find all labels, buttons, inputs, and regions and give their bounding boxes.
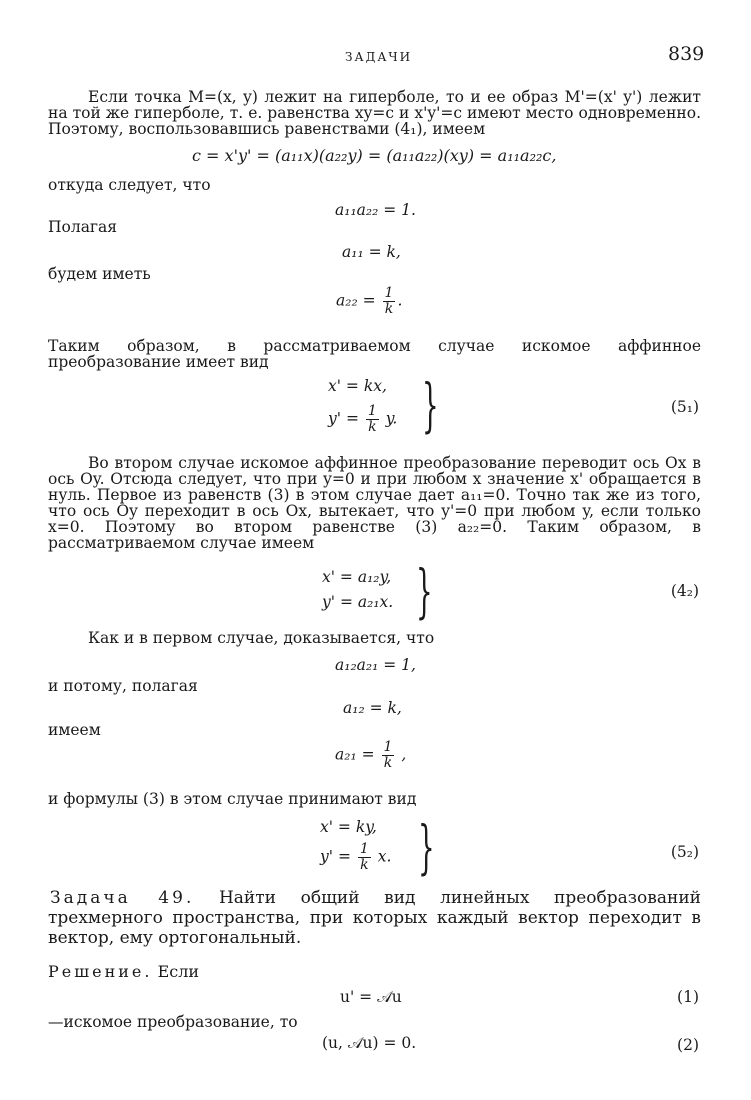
equation-number-51: (5₁): [670, 398, 699, 416]
paragraph-hyperbola: Если точка M=(x, y) лежит на гиперболе, то и ее образ M'=(x' y') лежит на той же гиперболе, т. е. равенства xy=c и x'y'=c имеют место одновременно. Поэтому, воспользовавшись равенствами (4₁), имеем: [48, 88, 701, 138]
equation-52-x: x' = ky,: [320, 818, 377, 836]
fraction-numerator: 1: [383, 739, 393, 755]
solution-label: Решение.: [48, 962, 153, 981]
fraction-numerator: 1: [359, 841, 369, 857]
eq-a22-lhs: a₂₂ =: [336, 291, 376, 310]
task-label: Задача 49.: [50, 888, 195, 908]
equation-number-2: (2): [677, 1036, 699, 1054]
task-text: Найти общий вид линейных преобразований трехмерного пространства, при которых каждый вектор переходит в вектор, ему ортогональный.: [48, 888, 701, 948]
eq52-y-lhs: y' =: [320, 847, 351, 866]
equation-a22: a₂₂ = $\frac{1}{k}$ .: [336, 285, 403, 317]
fraction-numerator: 1: [384, 285, 394, 301]
paragraph-affine-view: Таким образом, в рассматриваемом случае искомое аффинное преобразование имеет вид: [48, 337, 701, 371]
equation-a11-k: a₁₁ = k,: [342, 243, 401, 261]
eq-a21-comma: ,: [401, 745, 407, 764]
solution-text: Если: [157, 962, 200, 981]
equation-52-y: [320, 842, 391, 873]
fraction-1-k: [382, 740, 395, 771]
fraction-numerator: 1: [367, 403, 377, 419]
equation-number-52: (5₂): [670, 843, 699, 861]
equation-42-x: x' = a₁₂y,: [322, 568, 392, 586]
equation-42-y: y' = a₂₁x.: [322, 593, 394, 611]
brace-52: }: [418, 813, 435, 881]
equation-a21: [335, 740, 406, 771]
equation-51-x: x' = kx,: [328, 377, 387, 395]
equation-a12a21: a₁₂a₂₁ = 1,: [335, 656, 416, 674]
solution-start: [48, 962, 199, 981]
text-iskomoe: —искомое преобразование, то: [48, 1013, 298, 1031]
task-49: [48, 888, 701, 948]
text-kak: Как и в первом случае, доказывается, что: [88, 629, 435, 647]
text-polagaya: Полагая: [48, 218, 118, 236]
brace-51: }: [422, 371, 439, 439]
equation-1: u' = 𝒜u: [340, 988, 402, 1006]
equation-51-y: [328, 404, 397, 435]
text-imeem: имеем: [48, 721, 101, 739]
text-potomu: и потому, полагая: [48, 677, 198, 695]
fraction-1-k: [383, 286, 396, 317]
paragraph-second-case: Во втором случае искомое аффинное преобразование переводит ось Ox в ось Oy. Отсюда следует, что при y=0 и при любом x значение x' обращается в нуль. Первое из равенств (3) в этом случае дает a₁₁=0. Точно так же из того, что ось Oy переходит в ось Ox, вытекает, что y'=0 при любом y, если только x=0. Поэтому во втором равенстве (3) a₂₂=0. Таким образом, в рассматриваемом случае имеем: [48, 454, 701, 552]
fraction-denominator: k: [360, 857, 369, 873]
running-header: ЗАДАЧИ: [345, 50, 413, 64]
eq51-y-lhs: y' =: [328, 409, 359, 428]
brace-42: }: [416, 557, 433, 625]
fraction-1-k: [366, 404, 379, 435]
text-budem: будем иметь: [48, 265, 151, 283]
fraction-1-k: [358, 842, 371, 873]
equation-number-42: (4₂): [670, 582, 699, 600]
text-formuly: и формулы (3) в этом случае принимают вид: [48, 790, 417, 808]
eq52-y-rhs: x.: [377, 847, 392, 866]
page-number: 839: [668, 43, 705, 65]
equation-a12-k: a₁₂ = k,: [343, 699, 402, 717]
equation-c: c = x'y' = (a₁₁x)(a₂₂y) = (a₁₁a₂₂)(xy) = a₁₁a₂₂c,: [192, 146, 557, 165]
fraction-denominator: k: [368, 419, 377, 435]
equation-a11a22: a₁₁a₂₂ = 1.: [335, 201, 416, 219]
equation-number-1: (1): [677, 988, 699, 1006]
equation-2: (u, 𝒜u) = 0.: [322, 1034, 417, 1052]
fraction-denominator: k: [384, 301, 394, 317]
fraction-denominator: k: [383, 755, 393, 771]
text-otkuda: откуда следует, что: [48, 176, 211, 194]
eq51-y-rhs: y.: [385, 409, 398, 428]
eq-a21-lhs: a₂₁ =: [335, 745, 375, 764]
